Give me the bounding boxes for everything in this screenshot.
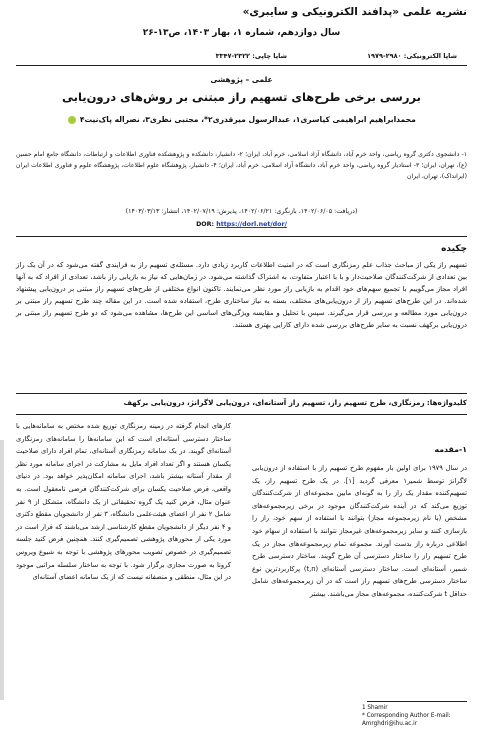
body-column-left: کارهای انجام گرفته در زمینه رمزنگاری توزیع شده مختص به سامانه‌هایی با ساختار دسترسی آستانه‌ای است که این سامانه‌ها را سامانه‌های رمزنگاری آستانه‌ای گویند. در یک سامانه رمزنگاری آستانه‌ای، تمام افراد دارای صلاحیت یکسان هستند و اگر تعداد افراد مایل به مشارکت در اجرای سامانه مورد نظر از مقدار آستانه بیشتر باشد، اجرای سامانه امکان‌پذیر خواهد بود. در دنیای واقعی، فرض صلاحیت یکسان برای شرکت‌کنندگان فرضی نامعقول است. به عنوان مثال، فرض کنید یک گروه تحقیقاتی از یک دانشگاه، متشکل از ۹ نفر شامل ۲ نفر از اعضای هیئت‌علمی دانشگاه، ۳ نفر از دانشجویان مقطع دکتری و ۴ نفر دیگر از دانشجویان مقطع کارشناسی ارشد می‌باشند که قرار است در مورد یکی از محورهای پژوهشی تصمیم‌گیری کنند. همچنین فرض کنید جلسه تصمیم‌گیری در خصوص تصویب محورهای پژوهشی با توجه به شیوع ویروس کرونا به صورت مجازی برگزار شود. با توجه به ساختار سلسله مراتبی موجود در این مثال، منطقی و منصفانه نیست که از یک سامانه اعضای آستانه‌ای (16, 422, 231, 582)
keywords-line (16, 398, 467, 407)
orcid-icon[interactable] (68, 116, 76, 124)
abstract-body: تسهیم راز یکی از مباحث جذاب علم رمزنگاری است که در امنیت اطلاعات کاربرد زیادی دارد. مسئله‌ی تسهیم راز به فرایندی گفته می‌شود که در آن یک راز بین تعدادی از شرکت‌کنندگان صلاحیت‌دار و با با اعتبار متفاوت، به اشتراک گذاشته می‌شود. در زمان‌هایی که نیاز به بازیابی راز باشد، تعدادی از افراد که به آنها افراد مجاز می‌گوییم با تجمیع سهم‌های خود اقدام به بازیابی راز مورد نظر می‌نمایند. تاکنون انواع مختلفی از طرح‌های تسهیم راز مبتنی بر درون‌یابی پیشنهاد شده‌اند. در این طرح‌های تسهیم راز از درون‌یابی‌های مختلف، بسته به نیاز ساختاری طرح، استفاده شده است. در این مقاله چند طرح تسهیم راز مبتنی بر درون‌یابی مورد مطالعه و بررسی قرار می‌گیرند. سپس با تحلیل و مقایسه ویژگی‌های اساسی این طرح‌ها، مشاهده می‌شود که دو طرح تسهیم راز مبتنی بر درون‌یابی برکهف نسبت به سایر طرح‌های بررسی شده دارای کارایی بهتری هستند. (16, 261, 467, 329)
footnotes (252, 704, 467, 728)
authors-line (16, 114, 467, 126)
divider (16, 65, 467, 66)
divider (16, 414, 467, 415)
article-dates: (دریافت: ۱۴۰۲/۰۶/۰۵، بازنگری: ۱۴۰۲/۰۶/۲۱، پذیرش: ۱۴۰۲/۰۷/۱۹، انتشار: ۱۴۰۳/۰۳/۱۳) (125, 208, 358, 215)
footnote-divider (367, 701, 467, 702)
footnote: 1 Shamir (362, 705, 388, 711)
abstract-heading: چکیده (441, 244, 467, 254)
journal-title: نشریه علمی «پدافند الکترونیکی و سایبری» (242, 6, 467, 18)
section-heading: ۱-مقدمه (434, 445, 467, 454)
issn-print: شاپا چاپی: ۲۳۲۲-۳۳۴۷ (215, 52, 287, 60)
keywords: رمزنگاری، طرح تسهیم راز، تسهیم راز آستانه‌ای، درون‌یابی لاگرانژ، درون‌یابی برکهف (123, 398, 425, 407)
body-column-right: در سال ۱۹۷۹ برای اولین بار مفهوم طرح تسهیم راز با استفاده از درون‌یابی لاگرانژ توسط شمیر۱ معرفی گردید [۱]. در یک طرح تسهیم راز، یک تسهیم‌کننده مقدار یک راز را به گونه‌ای مابین مجموعه‌ای از شرکت‌کنندگان توزیع می‌کند که در آینده شرکت‌کنندگان موجود در برخی زیرمجموعه‌های مشخص (با نام زیرمجموعه مجاز) بتوانند با استفاده از سهم خود، راز را بازسازی کنند و سایر زیرمجموعه‌های غیرمجاز نتوانند با استفاده از سهام خود اطلاعی درباره راز بدست آورند. مجموعه تمام زیرمجموعه‌های مجاز در یک طرح تسهیم راز را ساختار دسترسی آن طرح گویند. ساختار دسترسی طرح شمیر، آستانه‌ای است. ساختار دسترسی آستانه‌ای (t,n) پرکاربردترین نوع ساختار دسترسی طرح‌های تسهیم راز است که در آن زیرمجموعه‌های شامل حداقل t شرکت‌کننده، مجموعه‌های مجاز می‌باشند. بیشتر (252, 464, 467, 598)
keywords-label: کلیدواژه‌ها: (426, 398, 467, 407)
issn-online: شاپا الکترونیکی: ۲۹۸۰-۱۹۷۹ (367, 52, 457, 60)
article-type: علمی – پژوهشی (210, 75, 273, 84)
divider (16, 236, 467, 237)
doi-row (16, 221, 467, 228)
article-title: بررسی برخی طرح‌های تسهیم راز مبتنی بر روش‌های درون‌یابی (62, 90, 421, 104)
issn-row (16, 52, 467, 64)
footnote: * Corresponding Author E-mail: Amrghdri@ihu.ac.ir (362, 713, 451, 727)
divider (16, 393, 467, 394)
doi-label: DOR: (196, 221, 215, 228)
margin-bar (0, 440, 4, 700)
issue-info: سال دوازدهم، شماره ۱، بهار ۱۴۰۳، ص۱۳-۲۶ (142, 28, 341, 38)
authors: محمدابراهیم ابراهیمی کیاسری۱، عبدالرسول میرقدری۲*، مجتبی نظری۳، نصراله پاک‌نیت۴ (79, 115, 416, 124)
doi-link[interactable]: https://dorl.net/dor/ (216, 221, 287, 228)
affiliations: ۱- دانشجوی دکتری گروه ریاضی، واحد خرم آباد، دانشگاه آزاد اسلامی، خرم آباد، ایران؛ ۲- دانشیار، دانشکده و پژوهشکده فناوری اطلاعات و ارتباطات، دانشگاه جامع امام حسین (ع)، تهران، ایران؛ ۳- استادیار گروه ریاضی، واحد خرم آباد، دانشگاه آزاد اسلامی، خرم آباد، ایران؛ ۴- دانشیار، پژوهشگاه علوم اطلاعات، پژوهشگاه علوم و فناوری اطلاعات ایران (ایرانداک)، تهران، ایران (16, 151, 468, 180)
